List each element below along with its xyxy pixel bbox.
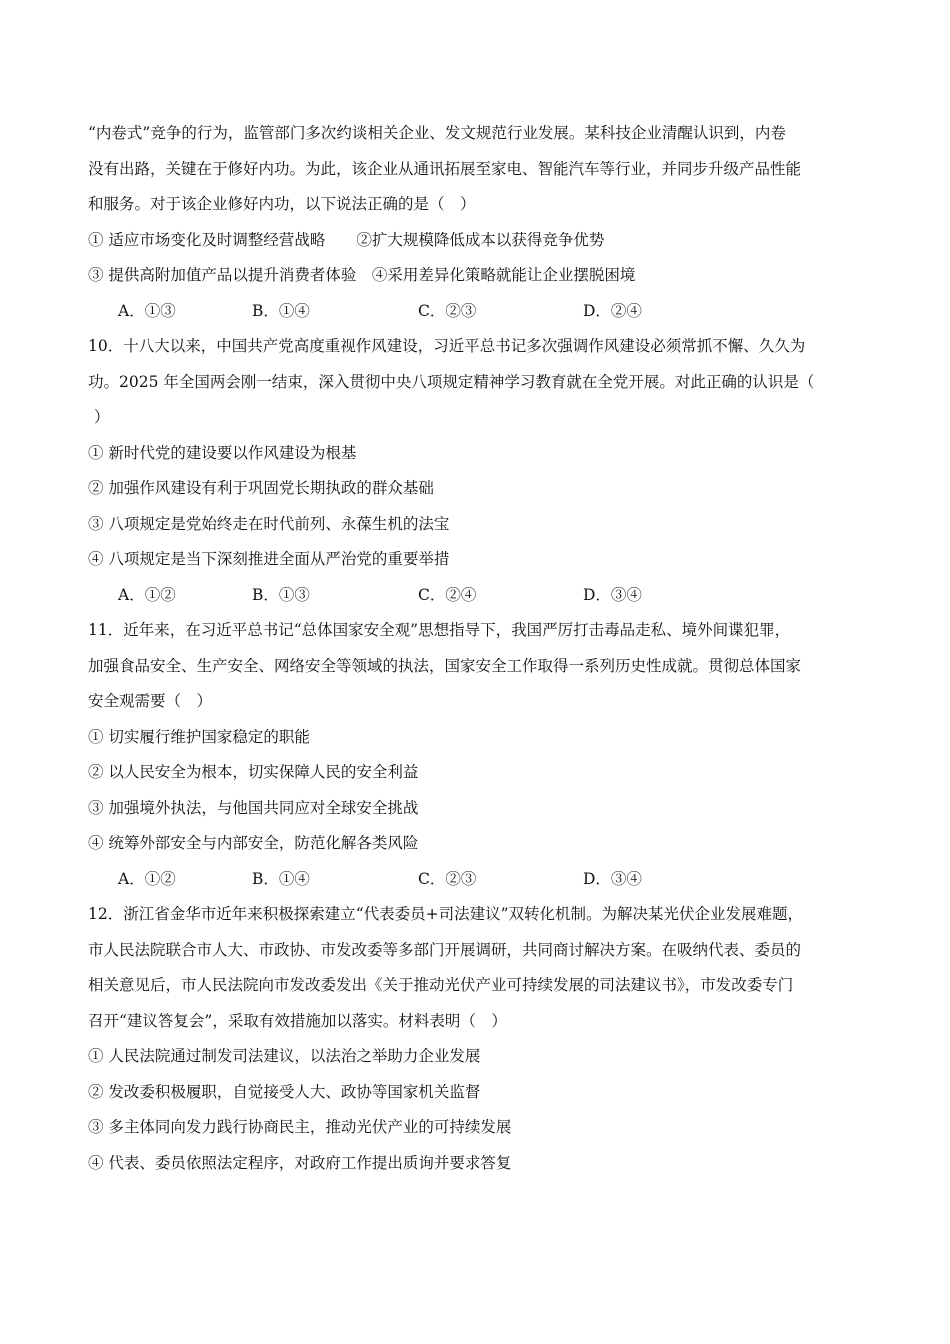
q11-stem-line-3: 安全观需要（ ） bbox=[88, 692, 213, 710]
q9-stem-line-1: “内卷式”竞争的行为，监管部门多次约谈相关企业、发文规范行业发展。某科技企业清醒认识到，内卷 bbox=[88, 124, 786, 142]
q9-option-c: C．②③ bbox=[418, 301, 477, 320]
q10-stem-line-2: 功。2025 年全国两会刚一结束，深入贯彻中央八项规定精神学习教育就在全党开展。对此正确的认识是（ bbox=[88, 372, 815, 391]
exam-page bbox=[88, 116, 860, 1181]
q9-option-a: A．①③ bbox=[118, 301, 176, 320]
q10-statement-2: ② 加强作风建设有利于巩固党长期执政的群众基础 bbox=[88, 479, 434, 497]
q12-statement-1: ① 人民法院通过制发司法建议，以法治之举助力企业发展 bbox=[88, 1047, 481, 1065]
q9-stem-line-2: 没有出路，关键在于修好内功。为此，该企业从通讯拓展至家电、智能汽车等行业，并同步升级产品性能 bbox=[88, 159, 802, 178]
q12-stem-line-3: 相关意见后，市人民法院向市发改委发出《关于推动光伏产业可持续发展的司法建议书》，市发改委专门 bbox=[88, 976, 794, 994]
q10-options bbox=[88, 578, 860, 614]
q11-statement-2: ② 以人民安全为根本，切实保障人民的安全利益 bbox=[88, 763, 419, 781]
q12-stem-line-4: 召开“建议答复会”，采取有效措施加以落实。材料表明（ ） bbox=[88, 1011, 507, 1030]
q11-statement-4: ④ 统筹外部安全与内部安全，防范化解各类风险 bbox=[88, 834, 419, 852]
q11-stem-line-1: 11．近年来，在习近平总书记“总体国家安全观”思想指导下，我国严厉打击毒品走私、境外间谍犯罪， bbox=[88, 621, 791, 639]
q12-stem-line-1: 12．浙江省金华市近年来积极探索建立“代表委员+司法建议”双转化机制。为解决某光伏企业发展难题， bbox=[88, 905, 804, 923]
q12-statement-4: ④ 代表、委员依照法定程序，对政府工作提出质询并要求答复 bbox=[88, 1153, 512, 1172]
q11-statement-1: ① 切实履行维护国家稳定的职能 bbox=[88, 727, 310, 746]
q10-option-d: D．③④ bbox=[583, 585, 642, 604]
q12-stem-line-2: 市人民法院联合市人大、市政协、市发改委等多部门开展调研，共同商讨解决方案。在吸纳代表、委员的 bbox=[88, 940, 802, 959]
q9-statement-line-1: ① 适应市场变化及时调整经营战略 ②扩大规模降低成本以获得竞争优势 bbox=[88, 230, 605, 249]
q10-stem-line-1: 10．十八大以来，中国共产党高度重视作风建设，习近平总书记多次强调作风建设必须常抓不懈、久久为 bbox=[88, 337, 806, 355]
q11-stem-line-2: 加强食品安全、生产安全、网络安全等领域的执法，国家安全工作取得一系列历史性成就。贯彻总体国家 bbox=[88, 656, 802, 675]
q10-option-a: A．①② bbox=[118, 585, 176, 604]
q12-statement-3: ③ 多主体同向发力践行协商民主，推动光伏产业的可持续发展 bbox=[88, 1118, 512, 1136]
q11-option-d: D．③④ bbox=[583, 869, 642, 888]
question-12 bbox=[88, 897, 860, 1181]
q10-option-c: C．②④ bbox=[418, 585, 477, 604]
q9-option-b: B．①④ bbox=[252, 301, 310, 320]
question-11 bbox=[88, 613, 860, 897]
q9-option-d: D．②④ bbox=[583, 301, 642, 320]
q10-stem-line-3: ） bbox=[94, 408, 110, 426]
q10-statement-1: ① 新时代党的建设要以作风建设为根基 bbox=[88, 443, 357, 462]
q11-option-b: B．①④ bbox=[252, 869, 310, 888]
q10-statement-3: ③ 八项规定是党始终走在时代前列、永葆生机的法宝 bbox=[88, 514, 450, 533]
q9-options bbox=[88, 294, 860, 330]
q9-statement-line-2: ③ 提供高附加值产品以提升消费者体验 ④采用差异化策略就能让企业摆脱困境 bbox=[88, 266, 636, 284]
q10-option-b: B．①③ bbox=[252, 585, 310, 604]
q11-statement-3: ③ 加强境外执法，与他国共同应对全球安全挑战 bbox=[88, 798, 419, 817]
q12-statement-2: ② 发改委积极履职，自觉接受人大、政协等国家机关监督 bbox=[88, 1082, 481, 1101]
question-9 bbox=[88, 116, 860, 329]
q10-statement-4: ④ 八项规定是当下深刻推进全面从严治党的重要举措 bbox=[88, 550, 450, 568]
q11-option-c: C．②③ bbox=[418, 869, 477, 888]
q11-option-a: A．①② bbox=[118, 869, 176, 888]
question-10 bbox=[88, 329, 860, 613]
q9-stem-line-3: 和服务。对于该企业修好内功，以下说法正确的是（ ） bbox=[88, 195, 476, 213]
q11-options bbox=[88, 862, 860, 898]
